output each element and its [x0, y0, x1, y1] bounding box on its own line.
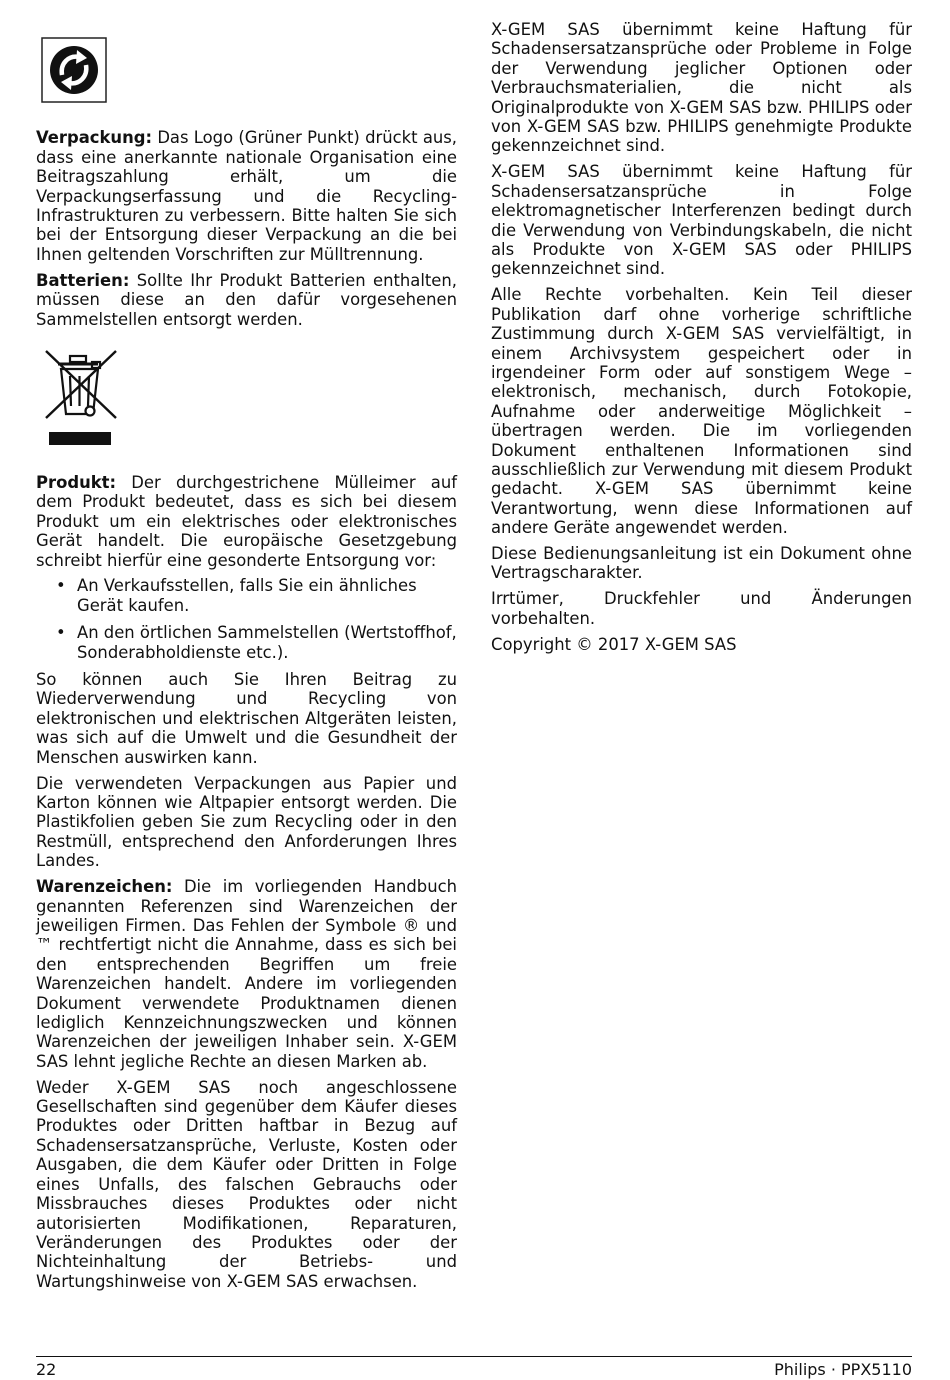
paragraph-haftung-interferenzen: X-GEM SAS übernimmt keine Haftung für Schadensersatzansprüche in Folge elektromagnetischer Interferenzen bedingt durch die Verwendung von Verbindungskabeln, die nicht als Produkte von X-GEM SAS oder PHILIPS gekennzeichnet sind. [491, 162, 912, 279]
left-column [36, 20, 457, 1298]
paragraph-haftung: Weder X-GEM SAS noch angeschlossene Gesellschaften sind gegenüber dem Käufer dieses Produktes oder Dritten haftbar in Bezug auf Schadensersatzansprüche, Verluste, Kosten oder Ausgaben, die dem Käufer oder Dritten in Folge eines Unfalls, des falschen Gebrauchs oder Missbrauches dieses Produktes oder nicht autorisierten Modifikationen, Reparaturen, Veränderungen des Produktes oder der Nichteinhaltung der Betriebs- und Wartungshinweise von X-GEM SAS erwachsen. [36, 1077, 457, 1291]
list-item-text: An den örtlichen Sammelstellen (Wertstoffhof, Sonderabholdienste etc.). [77, 623, 457, 662]
crossed-out-bin-icon [40, 346, 120, 450]
list-item [36, 623, 457, 662]
paragraph-irrtuemer: Irrtümer, Druckfehler und Änderungen vorbehalten. [491, 589, 912, 628]
bullet-icon: • [56, 576, 66, 596]
warenzeichen-text: Die im vorliegenden Handbuch genannten Referenzen sind Warenzeichen der jeweiligen Firmen. Das Fehlen der Symbole ® und ™ rechtfertigt nicht die Annahme, dass es sich bei den entsprechenden Begriffen um freie Warenzeichen handelt. Andere im vorliegenden Dokument verwendete Produktnamen dienen lediglich Kennzeichnungszwecken und können Warenzeichen der jeweiligen Inhaber sein. X-GEM SAS lehnt jegliche Rechte an diesen Marken ab. [36, 877, 457, 1071]
green-dot-icon [41, 37, 107, 103]
list-item [36, 576, 457, 615]
footer-divider [36, 1356, 912, 1357]
list-item-text: An Verkaufsstellen, falls Sie ein ähnliches Gerät kaufen. [77, 576, 417, 615]
warenzeichen-label: Warenzeichen: [36, 877, 173, 897]
copyright-text: Copyright © 2017 X-GEM SAS [491, 634, 737, 654]
verpackung-text: Das Logo (Grüner Punkt) drückt aus, dass eine anerkannte nationale Organisation eine Beitragszahlung erhält, um die Verpackungserfassung und die Recycling-Infrastrukturen zu verbessern. Bitte halten Sie sich bei der Entsorgung dieser Verpackung an die bei Ihnen geltenden Vorschriften zur Mülltrennung. [36, 128, 457, 264]
page-number: 22 [36, 1360, 57, 1379]
batterien-text: Sollte Ihr Produkt Batterien enthalten, müssen diese an den dafür vorgesehenen Sammelstellen entsorgt werden. [36, 270, 457, 329]
batterien-label: Batterien: [36, 270, 130, 290]
paragraph-verpackung [36, 128, 457, 264]
paragraph-produkt [36, 473, 457, 570]
footer-product: Philips · PPX5110 [774, 1360, 912, 1379]
paragraph-batterien [36, 271, 457, 329]
paragraph-warenzeichen [36, 877, 457, 1071]
right-column [491, 20, 912, 661]
paragraph-papier: Die verwendeten Verpackungen aus Papier und Karton können wie Altpapier entsorgt werden. Die Plastikfolien geben Sie zum Recycling oder in den Restmüll, entsprechend den Anforderungen Ihres Landes. [36, 773, 457, 871]
paragraph-haftung-optionen: X-GEM SAS übernimmt keine Haftung für Schadensersatzansprüche oder Probleme in Folge der Verwendung jeglicher Optionen oder Verbrauchsmaterialien, die nicht als Originalprodukte von X-GEM SAS bzw. PHILIPS oder von X-GEM SAS bzw. PHILIPS genehmigte Produkte gekennzeichnet sind. [491, 20, 912, 156]
paragraph-vertragscharakter: Diese Bedienungsanleitung ist ein Dokument ohne Vertragscharakter. [491, 544, 912, 583]
bullet-icon: • [56, 623, 66, 643]
verpackung-label: Verpackung: [36, 128, 153, 148]
paragraph-rechte: Alle Rechte vorbehalten. Kein Teil dieser Publikation darf ohne vorherige schriftliche Zustimmung durch X-GEM SAS vervielfältigt, in einem Archivsystem gespeichert oder in irgendeiner Form oder auf sonstigem Wege – elektronisch, mechanisch, durch Fotokopie, Aufnahme oder anderweitige Möglichkeit – übertragen werden. Die im vorliegenden Dokument enthaltenen Informationen sind ausschließlich zur Verwendung mit diesem Produkt gedacht. X-GEM SAS übernimmt keine Verantwortung, wenn diese Informationen auf andere Geräte angewendet werden. [491, 285, 912, 538]
produkt-label: Produkt: [36, 472, 117, 492]
produkt-text: Der durchgestrichene Mülleimer auf dem Produkt bedeutet, dass es sich bei diesem Produkt um ein elektrisches oder elektronisches Gerät handelt. Die europäische Gesetzgebung schreibt hierfür eine gesonderte Entsorgung vor: [36, 472, 457, 570]
paragraph-recycling: So können auch Sie Ihren Beitrag zu Wiederverwendung und Recycling von elektronischen und elektrischen Altgeräten leisten, was sich auf die Umwelt und die Gesundheit der Menschen auswirken kann. [36, 670, 457, 767]
disposal-list [36, 576, 457, 662]
